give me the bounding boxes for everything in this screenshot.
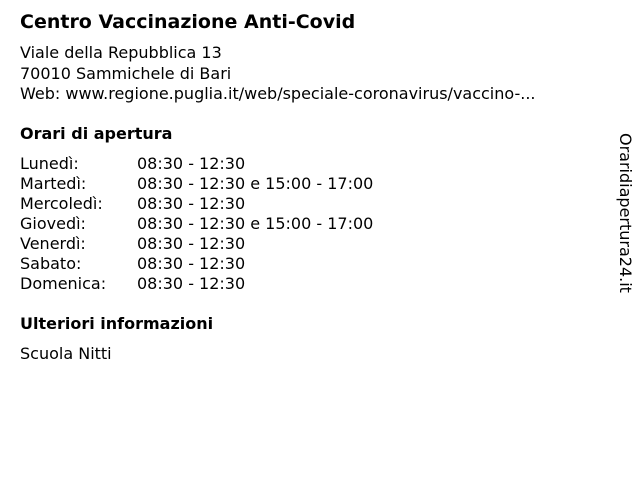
page-title: Centro Vaccinazione Anti-Covid (20, 11, 356, 33)
hours-row-monday (20, 154, 373, 174)
time-range: 08:30 - 12:30 (137, 254, 246, 273)
day-label: Venerdì: (20, 234, 86, 253)
hours-row-saturday (20, 254, 373, 274)
opening-hours-heading: Orari di apertura (20, 124, 173, 143)
time-range: 08:30 - 12:30 e 15:00 - 17:00 (137, 214, 374, 233)
additional-info-text: Scuola Nitti (20, 344, 112, 363)
hours-row-tuesday (20, 174, 373, 194)
time-range: 08:30 - 12:30 (137, 234, 246, 253)
website-link[interactable]: Web: www.regione.puglia.it/web/speciale-coronavirus/vaccino-... (20, 84, 536, 103)
day-label: Lunedì: (20, 154, 79, 173)
site-brand-label: Oraridiapertura24.it (616, 133, 635, 293)
hours-row-friday (20, 234, 373, 254)
day-label: Domenica: (20, 274, 107, 293)
hours-row-wednesday (20, 194, 373, 214)
city-address: 70010 Sammichele di Bari (20, 63, 232, 83)
street-address: Viale della Repubblica 13 (20, 43, 222, 62)
hours-row-thursday (20, 214, 373, 234)
address-block (20, 43, 536, 105)
day-label: Giovedì: (20, 214, 86, 233)
opening-hours-table (20, 154, 373, 294)
time-range: 08:30 - 12:30 (137, 274, 246, 293)
time-range: 08:30 - 12:30 (137, 194, 246, 213)
time-range: 08:30 - 12:30 e 15:00 - 17:00 (137, 174, 374, 193)
additional-info-heading: Ulteriori informazioni (20, 314, 214, 333)
hours-row-sunday (20, 274, 373, 294)
day-label: Martedì: (20, 174, 87, 193)
time-range: 08:30 - 12:30 (137, 154, 246, 173)
day-label: Sabato: (20, 254, 82, 273)
day-label: Mercoledì: (20, 194, 103, 213)
